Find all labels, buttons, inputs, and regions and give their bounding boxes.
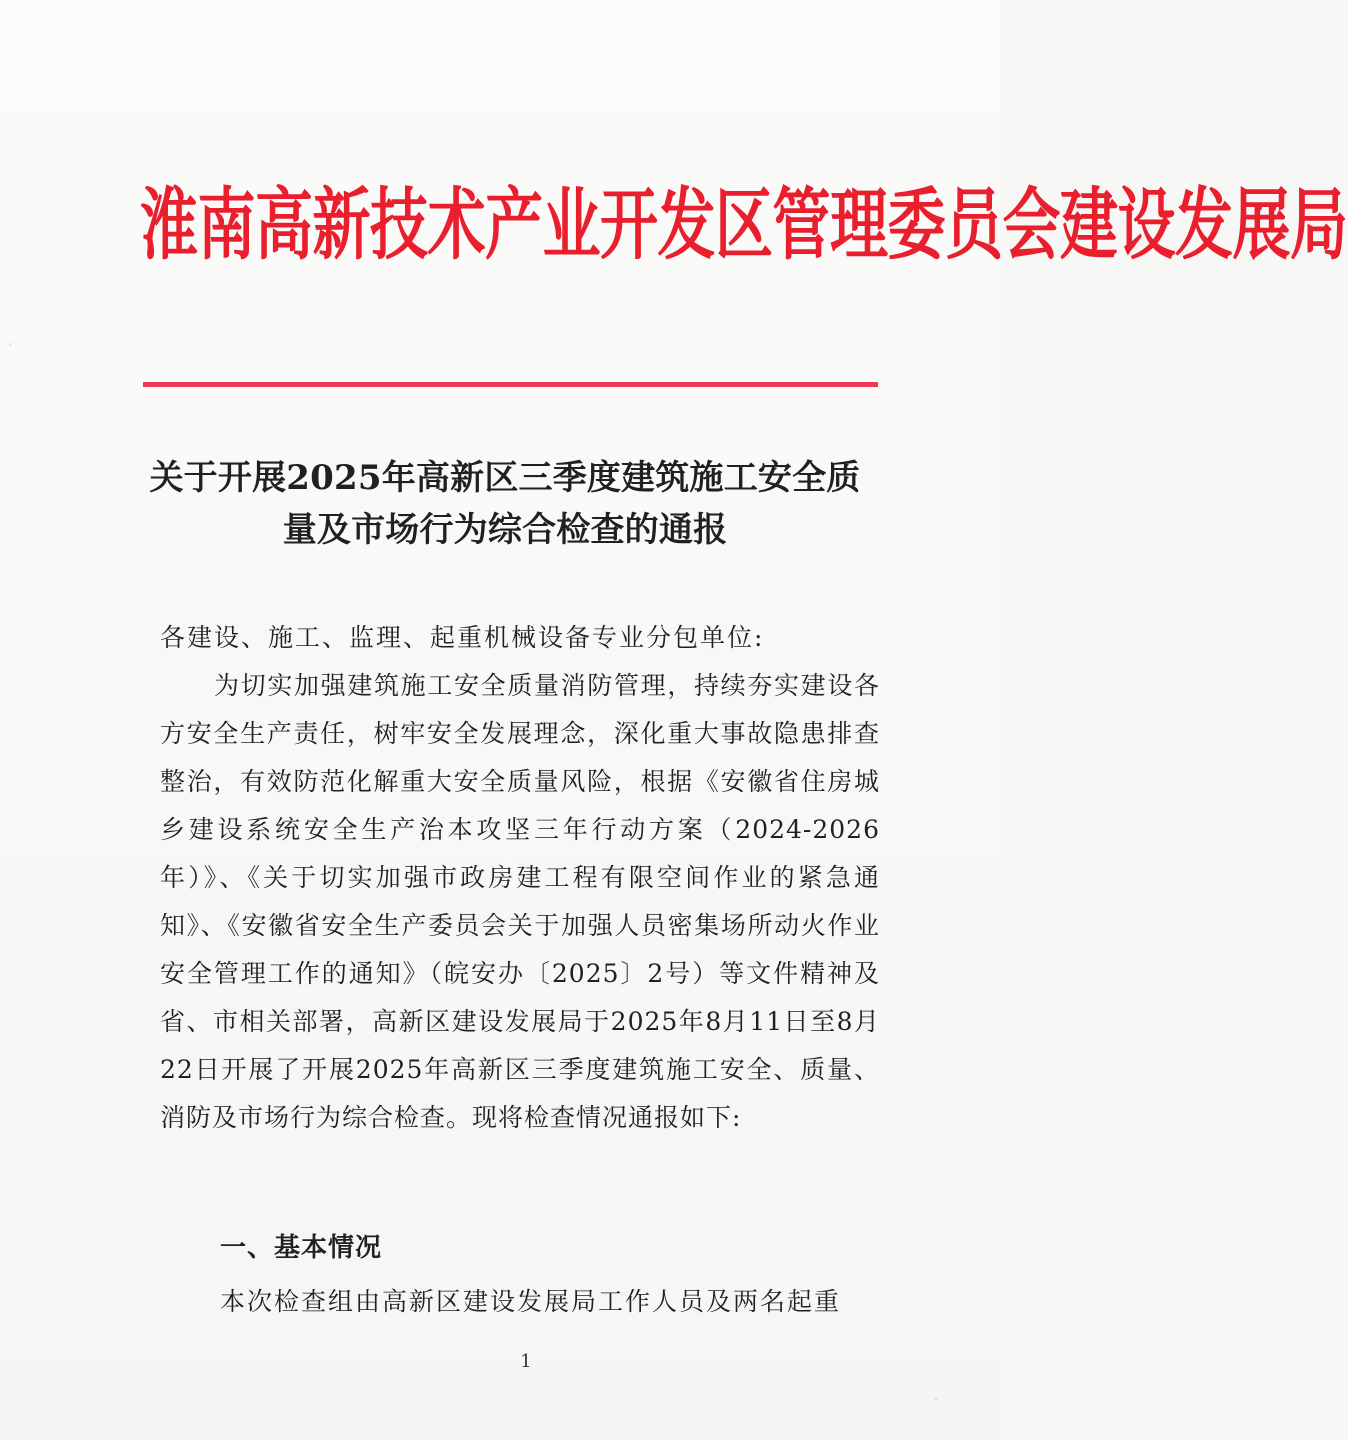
addressee-line: 各建设、施工、监理、起重机械设备专业分包单位: (160, 623, 765, 652)
intro-paragraph: 为切实加强建筑施工安全质量消防管理，持续夯实建设各方安全生产责任，树牢安全发展理念，深化重大事故隐患排查整治，有效防范化解重大安全质量风险，根据《安徽省住房城乡建设系统安全生产治本攻坚三年行动方案（2024-2026年）》、《关于切实加强市政房建工程有限空间作业的紧急通知》、《安徽省安全生产委员会关于加强人员密集场所动火作业安全管理工作的通知》（皖安办〔2025〕2号）等文件精神及省、市相关部署，高新区建设发展局于2025年8月11日至8月22日开展了开展2025年高新区三季度建筑施工安全、质量、消防及市场行为综合检查。现将检查情况通报如下: (160, 671, 880, 1132)
red-divider-line (143, 382, 878, 387)
document-title: 关于开展2025年高新区三季度建筑施工安全质量及市场行为综合检查的通报 (149, 458, 861, 550)
scan-speck (9, 343, 12, 346)
page-number: 1 (520, 1351, 532, 1372)
document-body (160, 614, 880, 1142)
issuer-header: 淮南高新技术产业开发区管理委员会建设发展局 (140, 179, 1348, 271)
section-paragraph: 本次检查组由高新区建设发展局工作人员及两名起重 (220, 1287, 842, 1316)
section-heading-basic-situation: 一、基本情况 (220, 1233, 383, 1263)
scan-speck (934, 1398, 938, 1400)
